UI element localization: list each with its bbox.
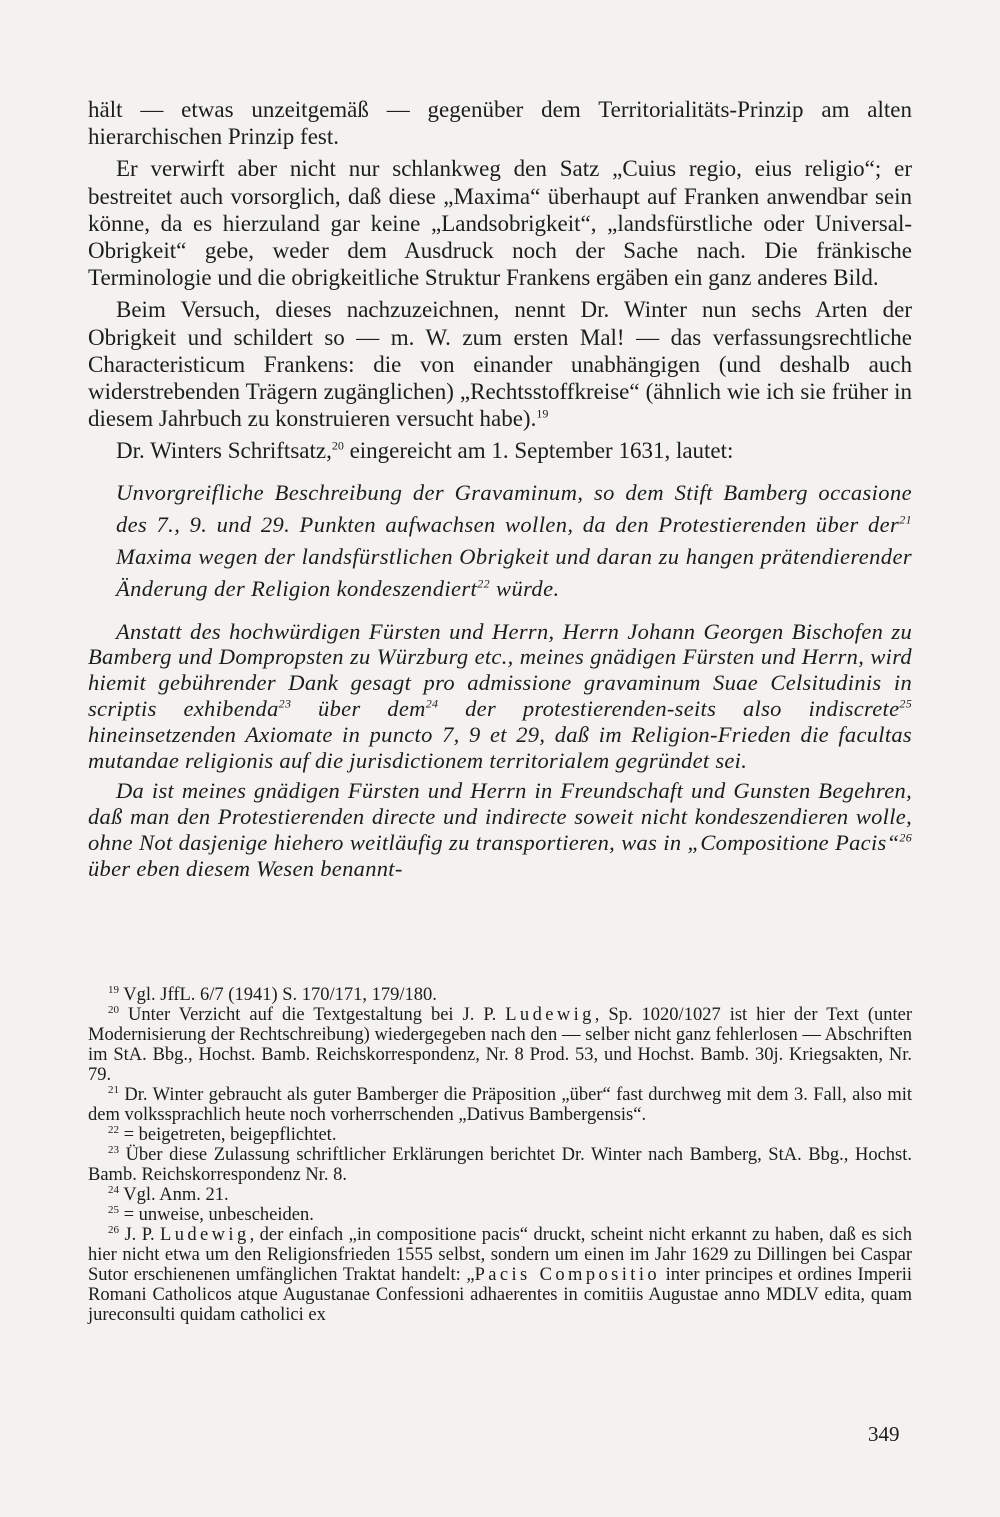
footnote: $^{19}$ Vgl. JffL. 6/7 (1941) S. 170/171, 179/180.	[108, 983, 437, 1005]
work-title: Pacis Compositio	[474, 1265, 661, 1285]
footnote: $^{25}$ = unweise, unbescheiden.	[108, 1203, 314, 1225]
footnote-ref: 22	[477, 576, 491, 591]
footnote-number: 22	[108, 1123, 119, 1136]
paragraph-text: Dr. Winters Schriftsatz,	[116, 438, 332, 464]
paragraph-text: hält — etwas unzeitgemäß — gegenüber dem Territorialitäts-Prinzip am alten hierarchischen Prinzip fest.	[88, 97, 912, 150]
footnote-number: 24	[108, 1183, 119, 1196]
footnote-number: 21	[108, 1083, 119, 1096]
footnote-ref: 19	[536, 406, 549, 421]
footnote-ref: 20	[331, 438, 344, 453]
author-name: Ludewig	[505, 1005, 595, 1025]
footnote-number: 25	[108, 1203, 119, 1216]
main-text	[88, 96, 912, 887]
footnote-number: 20	[108, 1003, 119, 1016]
paragraph-text: Beim Versuch, dieses nachzuzeichnen, nennt Dr. Winter nun sechs Arten der Obrigkeit und schildert so — m. W. zum ersten Mal! — das verfassungsrechtliche Characteristicum Frankens: die von einander unabhängigen (und deshalb auch widerstrebenden Trägern zugänglichen) „Rechtsstoffkreise“ (ähnlich wie ich sie früher in diesem Jahrbuch zu konstruieren versucht habe).	[88, 297, 912, 432]
paragraph	[88, 437, 912, 464]
paragraph	[88, 296, 912, 432]
paragraph	[88, 96, 912, 150]
footnote: $^{21}$ Dr. Winter gebraucht als guter Bamberger die Präposition „über“ fast durchweg mit dem 3. Fall, also mit dem volkssprachlich heute noch vorherrschenden „Dativus Bambergensis“.	[88, 1083, 912, 1125]
footnote-number: 23	[108, 1143, 119, 1156]
paragraph	[88, 155, 912, 291]
paragraph-text: Er verwirft aber nicht nur schlankweg den Satz „Cuius regio, eius religio“; er bestreitet auch vorsorglich, daß diese „Maxima“ überhaupt auf Franken anwendbar sein könne, da es hierzuland gar keine „Landsobrigkeit“, „landsfürstliche oder Universal-Obrigkeit“ gebe, weder dem Ausdruck noch der Sache nach. Die fränkische Terminologie und die obrigkeitliche Struktur Frankens ergäben ein ganz anderes Bild.	[88, 156, 912, 291]
paragraph-text: eingereicht am 1. September 1631, lautet:	[343, 438, 734, 464]
footnote: $^{24}$ Vgl. Anm. 21.	[108, 1183, 229, 1205]
footnote-number: 19	[108, 983, 119, 996]
footnotes	[88, 985, 912, 1325]
footnote-ref: 25	[899, 696, 912, 711]
page-number: 349	[868, 1422, 900, 1446]
footnote: $^{22}$ = beigetreten, beigepflichtet.	[108, 1123, 337, 1145]
footnote-ref: 23	[278, 696, 292, 711]
document-title: Unvorgreifliche Beschreibung der Gravaminum, so dem Stift Bamberg occasione des 7., 9. und 29. Punkten aufwachsen wollen, da den Protestierenden über der$^{21}$ Maxima wegen der landsfürstlichen Obrigkeit und daran zu hangen prätendierender Änderung der Religion kondeszendiert$^{22}$ würde.	[116, 479, 912, 601]
footnote-ref: 21	[899, 512, 912, 527]
footnote-number: 26	[108, 1223, 119, 1236]
footnote-ref: 24	[425, 696, 439, 711]
footnote-ref: 26	[899, 830, 912, 845]
footnote: $^{26}$ J. P. Ludewig, der einfach „in compositione pacis“ druckt, scheint nicht erkannt zu haben, daß es sich hier nicht etwa um den Religionsfrieden 1555 selbst, sondern um einen im Jahr 1629 zu Dillingen bei Caspar Sutor erschienenen umfänglichen Traktat handelt: „Pacis Compositio inter principes et ordines Imperii Romani Catholicos atque Augustanae Confessioni adhaerentes in comitiis Augustae anno MDLV edita, quam jureconsulti quidam catholici ex	[88, 1223, 912, 1325]
footnote: $^{23}$ Über diese Zulassung schriftlicher Erklärungen berichtet Dr. Winter nach Bamberg, StA. Bbg., Hochst. Bamb. Reichskorrespondenz Nr. 8.	[88, 1143, 912, 1185]
footnote: $^{20}$ Unter Verzicht auf die Textgestaltung bei J. P. Ludewig, Sp. 1020/1027 ist hier der Text (unter Modernisierung der Rechtschreibung) wiedergegeben nach den — selber nicht ganz fehlerlosen — Abschriften im StA. Bbg., Hochst. Bamb. Reichskorrespondenz, Nr. 8 Prod. 53, und Hochst. Bamb. 30j. Kriegsakten, Nr. 79.	[88, 1003, 912, 1085]
author-name: Ludewig	[160, 1225, 250, 1245]
quoted-paragraph: Anstatt des hochwürdigen Fürsten und Herrn, Herrn Johann Georgen Bischofen zu Bamberg und Dompropsten zu Würzburg etc., meines gnädigen Fürsten und Herrn, wird hiemit gebührender Dank gesagt pro admissione gravaminum Suae Celsitudinis in scriptis exhibenda$^{23}$ über dem$^{24}$ der protestierenden-seits also indiscrete$^{25}$ hineinsetzenden Axiomate in puncto 7, 9 et 29, daß im Religion-Frieden die facultas mutandae religionis auf die jurisdictionem territorialem gegründet sei.	[88, 618, 912, 773]
quoted-paragraph: Da ist meines gnädigen Fürsten und Herrn in Freundschaft und Gunsten Begehren, daß man den Protestierenden directe und indirecte soweit nicht kondeszendieren wolle, ohne Not dasjenige hiehero weitläufig zu transportieren, was in „Compositione Pacis“$^{26}$ über eben diesem Wesen benannt-	[88, 778, 912, 881]
